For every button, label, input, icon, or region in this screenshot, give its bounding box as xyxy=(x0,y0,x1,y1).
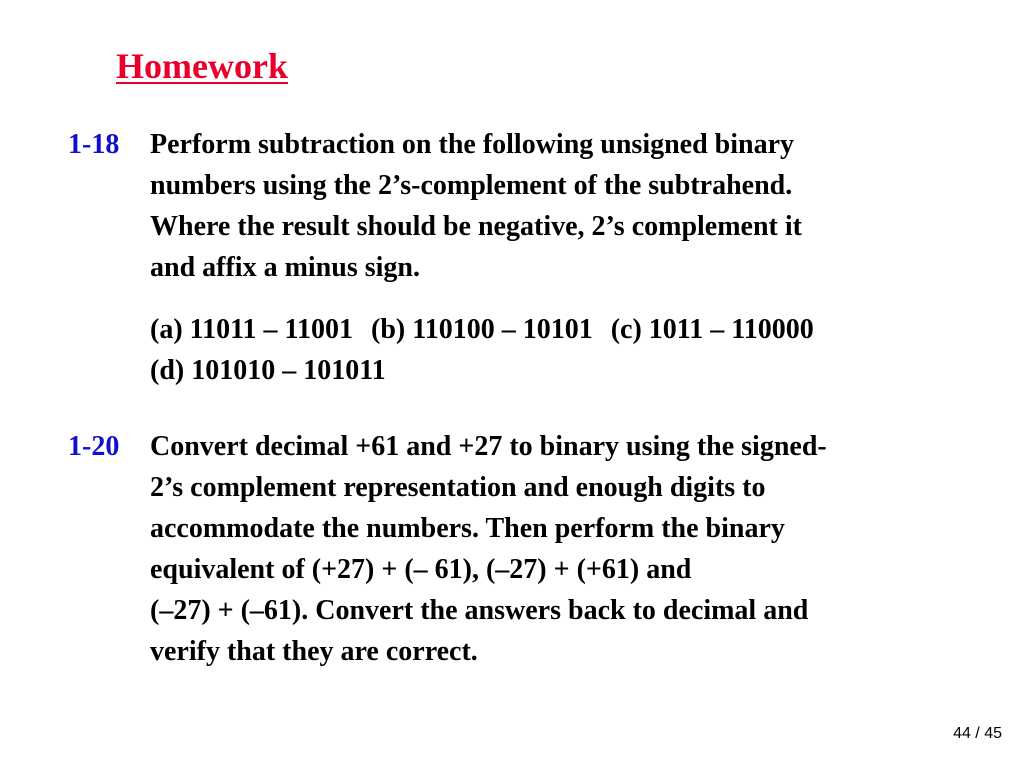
part-a: (a) 11011 – 11001 xyxy=(150,314,354,345)
parts-line xyxy=(150,309,995,350)
parts-line xyxy=(150,350,995,391)
problem-text xyxy=(150,124,995,288)
problem-text-line: Where the result should be negative, 2’s complement it xyxy=(150,211,802,242)
problem-text-line: 2’s complement representation and enough digits to xyxy=(150,472,766,503)
problem-text xyxy=(150,426,995,672)
problem-text-line: verify that they are correct. xyxy=(150,636,478,667)
problem-number: 1-20 xyxy=(68,431,120,462)
problem-text-line: and affix a minus sign. xyxy=(150,252,420,283)
problem-parts xyxy=(150,309,995,391)
part-d: (d) 101010 – 101011 xyxy=(150,355,386,386)
problem-text-line: numbers using the 2’s-complement of the subtrahend. xyxy=(150,170,793,201)
problem-text-line: (–27) + (–61). Convert the answers back to decimal and xyxy=(150,595,809,626)
page-number: 44 / 45 xyxy=(953,725,1002,742)
problem-1-18 xyxy=(68,124,998,384)
problem-1-20 xyxy=(68,426,998,676)
slide-title: Homework xyxy=(116,46,288,86)
problem-text-line: Perform subtraction on the following unsigned binary xyxy=(150,129,795,160)
part-b: (b) 110100 – 10101 xyxy=(371,314,593,345)
part-c: (c) 1011 – 110000 xyxy=(610,314,814,345)
problem-text-line: accommodate the numbers. Then perform the binary xyxy=(150,513,785,544)
problem-text-line: Convert decimal +61 and +27 to binary using the signed- xyxy=(150,431,827,462)
problem-number: 1-18 xyxy=(68,129,120,160)
problem-text-line: equivalent of (+27) + (– 61), (–27) + (+61) and xyxy=(150,554,692,585)
